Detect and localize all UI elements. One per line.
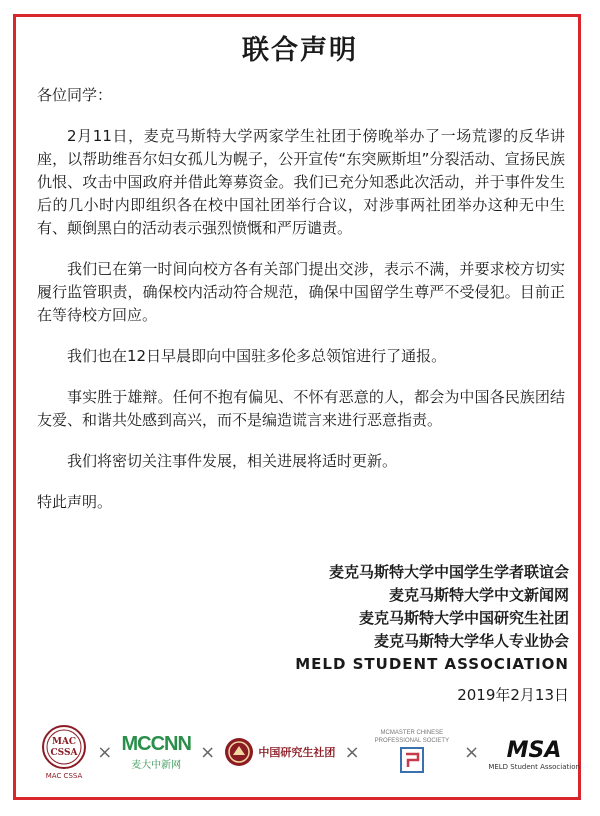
- meld-logo: [488, 734, 580, 771]
- meld-wordmark: MSA: [506, 737, 562, 762]
- grad-emblem-icon: [224, 737, 254, 767]
- separator-1: ×: [97, 741, 113, 763]
- paragraph-3: 我们也在12日早晨即向中国驻多伦多总领馆进行了通报。: [67, 347, 447, 365]
- cps-logo-text: MCMASTER CHINESE PROFESSIONAL SOCIETY: [374, 730, 450, 744]
- separator-4: ×: [464, 741, 480, 763]
- meld-emblem-icon: [506, 734, 562, 762]
- cssa-emblem-icon: [40, 724, 88, 770]
- greeting: 各位同学：: [37, 86, 113, 104]
- paragraph-2: 我们已在第一时间向校方各有关部门提出交涉，表示不满，并要求校方切实履行监管职责，确保校内活动符合规范，确保中国留学生尊严不受侵犯。目前正在等待校方回应。: [37, 260, 565, 324]
- mccnn-subtitle: 麦大中新网: [131, 760, 182, 771]
- grad-society-name: 中国研究生社团: [258, 746, 336, 759]
- mccnn-logo: [121, 733, 190, 771]
- meld-logo-caption: MELD Student Association: [488, 762, 580, 771]
- cps-logo: [369, 729, 455, 775]
- signatory-meld: MELD STUDENT ASSOCIATION: [295, 655, 569, 673]
- closing: 特此声明。: [37, 493, 113, 511]
- cssa-logo: [40, 724, 88, 780]
- statement-body: [37, 84, 565, 532]
- separator-2: ×: [200, 741, 216, 763]
- grad-society-logo: [224, 737, 335, 767]
- logo-row: [40, 716, 580, 788]
- paragraph-5: 我们将密切关注事件发展，相关进展将适时更新。: [67, 452, 398, 470]
- page-title: 联合声明: [242, 35, 358, 66]
- paragraph-1: 2月11日，麦克马斯特大学两家学生社团于傍晚举办了一场荒谬的反华讲座，以帮助维吾尔妇女孤儿为幌子，公开宣传“东突厥斯坦”分裂活动、宣扬民族仇恨、攻击中国政府并借此筹募资金。我们已充分知悉此次活动，并于事件发生后的几小时内即组织各在校中国社团举行合议，对涉事两社团举办这种无中生有、颠倒黑白的活动表示强烈愤慨和严厉谴责。: [37, 127, 565, 237]
- statement-date: 2019年2月13日: [457, 686, 569, 704]
- separator-3: ×: [344, 741, 360, 763]
- signatory-news: 麦克马斯特大学中文新闻网: [388, 586, 569, 604]
- cssa-emblem-line2: CSSA: [50, 748, 78, 758]
- cps-emblem-icon: [398, 745, 426, 775]
- paragraph-4: 事实胜于雄辩。任何不抱有偏见、不怀有恶意的人，都会为中国各民族团结友爱、和谐共处感到高兴，而不是编造谎言来进行恶意指责。: [37, 388, 565, 429]
- signatories: [295, 561, 569, 676]
- mccnn-wordmark: MCCNN: [121, 733, 191, 755]
- cssa-emblem-line1: MAC: [51, 737, 77, 747]
- signatory-cps: 麦克马斯特大学华人专业协会: [373, 632, 569, 650]
- signatory-cssa: 麦克马斯特大学中国学生学者联谊会: [328, 563, 569, 581]
- cssa-logo-caption: MAC CSSA: [45, 772, 83, 780]
- signatory-grad: 麦克马斯特大学中国研究生社团: [358, 609, 569, 627]
